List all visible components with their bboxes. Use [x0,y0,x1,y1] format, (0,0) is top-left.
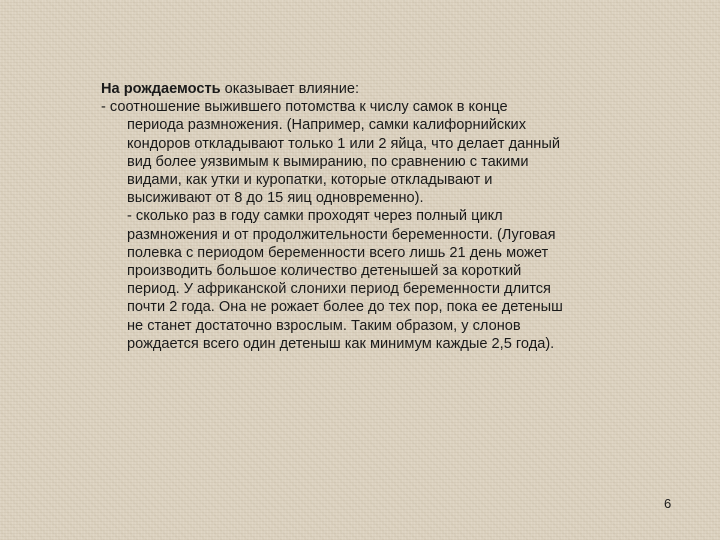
text-line: рождается всего один детеныш как минимум каждые 2,5 года). [127,335,555,352]
text-line: кондоров откладывают только 1 или 2 яйца, что делает данный [127,135,560,152]
text-line: вид более уязвимым к вымиранию, по сравнению с такими [127,153,529,170]
intro-line [101,80,631,98]
text-line: период. У африканской слонихи период беременности длится [127,281,551,298]
page-number: 6 [664,496,672,511]
intro-bold-text: На рождаемость [101,81,221,97]
text-line: периода размножения. (Например, самки калифорнийских [127,117,526,134]
text-line: высиживают от 8 до 15 яиц одновременно). [127,190,424,207]
slide-text-block [101,80,631,353]
text-line: - соотношение выжившего потомства к числу самок в конце [101,99,508,116]
text-line: производить большое количество детенышей за короткий [127,263,522,280]
text-line: почти 2 года. Она не рожает более до тех пор, пока ее детеныш [127,299,563,316]
text-line: не станет достаточно взрослым. Таким образом, у слонов [127,317,521,334]
text-line: размножения и от продолжительности беременности. (Луговая [127,226,556,243]
text-line: видами, как утки и куропатки, которые откладывают и [127,172,493,189]
text-line: - сколько раз в году самки проходят через полный цикл [127,208,503,225]
intro-text: оказывает влияние: [220,81,360,97]
text-line: полевка с периодом беременности всего лишь 21 день может [127,244,549,261]
